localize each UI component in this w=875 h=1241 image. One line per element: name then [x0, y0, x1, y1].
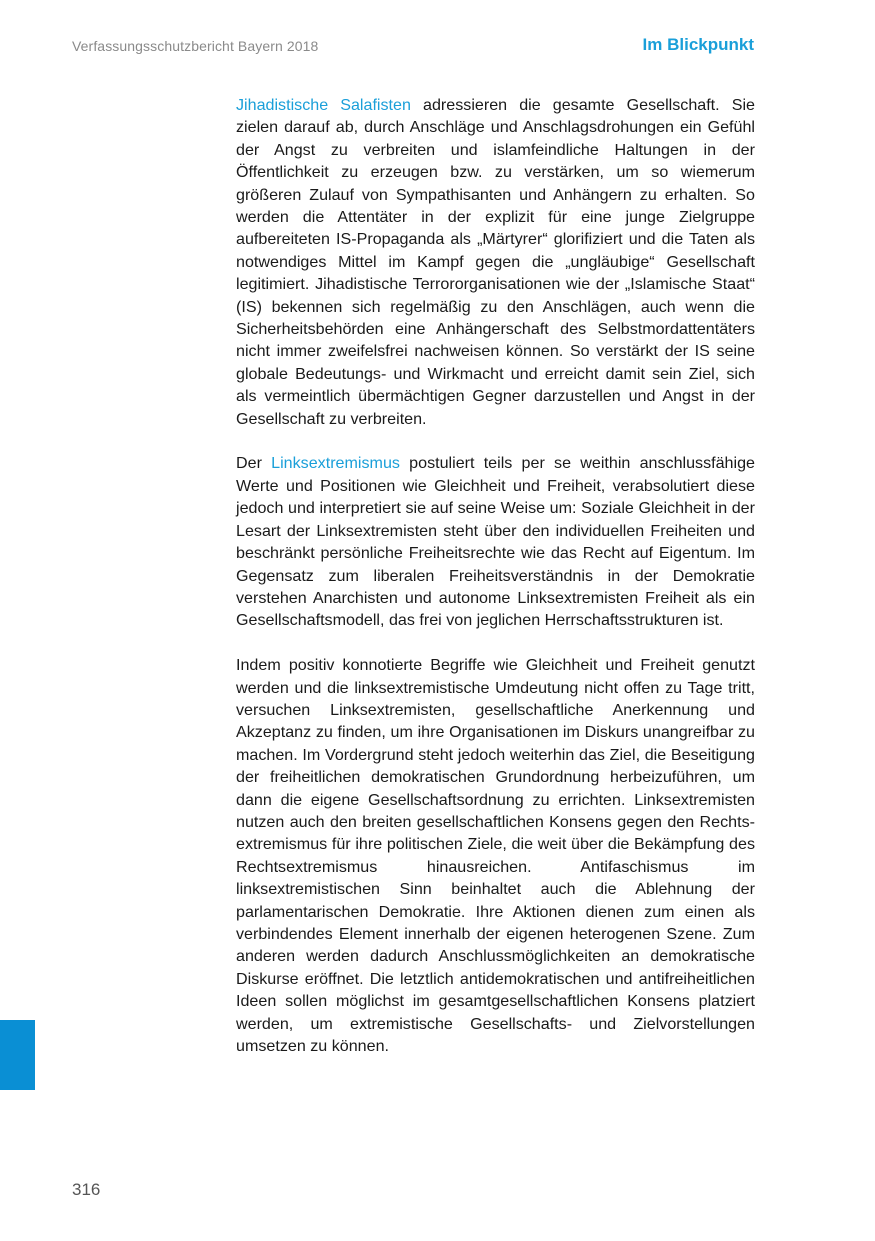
- paragraph-left-extremism-strategy: [236, 654, 755, 1057]
- page-number: 316: [72, 1180, 101, 1199]
- keyword-link-linksextremismus[interactable]: Linksextremismus: [271, 454, 400, 473]
- running-header-publication: Verfassungsschutzbericht Bayern 2018: [72, 38, 319, 54]
- chapter-side-tab: [0, 1020, 35, 1090]
- paragraph-text: postuliert teils per se weithin anschlussfähige Werte und Positionen wie Gleichheit und Freiheit, verabsolutiert diese jedoch und interpretiert sie auf seine Weise um: Soziale Gleichheit in der Lesart der Linksextremisten steht über den individuellen Freiheiten und beschränkt persönliche Freiheitsrechte wie das Recht auf Eigentum. Im Gegensatz zum liberalen Freiheitsverständnis in der Demokratie verstehen Anarchisten und autonome Linksextremisten Freiheit als ein Gesellschaftsmodell, das frei von jeglichen Herrschaftsstrukturen ist.: [236, 454, 755, 630]
- body-text: [236, 94, 755, 1080]
- paragraph-jihadism: [236, 94, 755, 430]
- keyword-link-jihadistische-salafisten[interactable]: Jihadistische Salafisten: [236, 96, 411, 114]
- paragraph-text: Indem positiv konnotierte Begriffe wie Gleichheit und Freiheit genutzt werden und die linksextremistische Umdeutung nicht offen zu Tage tritt, versuchen Linksextremisten, gesellschaftliche Anerkennung und Akzeptanz zu finden, um ihre Organisationen im Diskurs unangreifbar zu machen. Im Vordergrund steht jedoch weiterhin das Ziel, die Beseitigung der freiheitlichen demokratischen Grundordnung herbeizuführen, um dann die eigene Gesellschaftsordnung zu errichten. Linksextremisten nutzen auch den breiten gesellschaftlichen Konsens gegen den Rechtsextremismus für ihre politischen Ziele, die weit über die Bekämpfung des Rechtsextremismus hinausreichen. Antifaschismus im linksextremistischen Sinn beinhaltet auch die Ablehnung der parlamentarischen Demokratie. Ihre Aktionen dienen zum einen als verbindendes Element innerhalb der eigenen heterogenen Szene. Zum anderen werden dadurch Anschlussmöglichkeiten an demokratische Diskurse eröffnet. Die letztlich antidemokratischen und antifreiheitlichen Ideen sollen möglichst im gesamtgesellschaftlichen Konsens platziert werden, um extremistische Gesellschafts- und Zielvorstellungen umsetzen zu können.: [236, 656, 755, 1056]
- paragraph-text: adressieren die gesamte Gesellschaft. Sie zielen darauf ab, durch Anschläge und Anschlagsdrohungen ein Gefühl der Angst zu verbreiten und islamfeindliche Haltungen in der Öffentlichkeit zu erzeugen bzw. zu verstärken, um so wiemerum größeren Zulauf von Sympathisanten und Anhängern zu erhalten. So werden die Attentäter in der explizit für eine junge Zielgruppe aufbereiteten IS-Propaganda als „Märtyrer“ glorifiziert und die Taten als notwendiges Mittel im Kampf gegen die „ungläubige“ Gesellschaft legitimiert. Jihadistische Terrororganisationen wie der „Islamische Staat“ (IS) bekennen sich regelmäßig zu den Anschlägen, auch wenn die Sicherheitsbehörden eine Anhängerschaft des Selbstmordattentäters nicht immer zweifelsfrei nachweisen können. So verstärkt der IS seine globale Bedeutungs- und Wirkmacht und erreicht damit sein Ziel, sich als vermeintlich übermächtigen Gegner darzustellen und Angst in der Gesellschaft zu verbreiten.: [236, 96, 755, 428]
- paragraph-prefix: Der: [236, 454, 272, 473]
- running-header-section: Im Blickpunkt: [642, 35, 754, 54]
- paragraph-left-extremism: [236, 452, 755, 631]
